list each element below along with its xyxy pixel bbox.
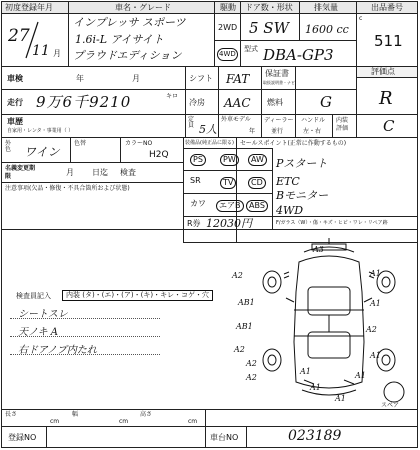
equip-line-e [272, 148, 273, 216]
mark-front-left: A2 [232, 271, 243, 280]
equipment-grid [184, 148, 272, 214]
height-unit: cm [188, 418, 198, 425]
ac-label: 冷房 [189, 98, 205, 107]
handle-label: ハンドル [301, 117, 326, 124]
import-year-unit: 年 [249, 128, 256, 135]
length-label: 長さ [5, 411, 18, 418]
mark-right-4: A1 [355, 371, 366, 380]
equipment-aw: AW [248, 154, 267, 166]
mileage-value: 9万6千9210 [36, 93, 132, 111]
displacement-unit: c [359, 15, 363, 22]
inspector-interior-marks: 内装 (タ)・(エ)・(ア)・(キ)・キレ・コゲ・穴 [62, 290, 213, 301]
score-label: 評価点 [371, 67, 395, 76]
equipment-cd: CD [248, 177, 266, 189]
mark-left-5: A2 [246, 359, 257, 368]
handle-cell [295, 114, 333, 138]
awd-badge: 4WD [217, 48, 238, 61]
damage-legend: F/ガラス（W）・傷・キズ・ヒビ・ワレ・リペア跡 [276, 220, 388, 226]
equipment-label: 装備品(純正品に限る) [185, 140, 234, 146]
mileage-cell [1, 89, 186, 115]
model-label: 型式 [244, 45, 258, 53]
mark-rear-3: A1 [335, 394, 346, 403]
doors-label: ドア数・形状 [245, 3, 293, 12]
first-reg-cell [1, 13, 69, 67]
width-unit: cm [119, 418, 129, 425]
shaken-year-unit: 年 [76, 74, 84, 83]
fuel-label-cell [261, 89, 296, 115]
chassis-label: 車台NO [210, 433, 239, 442]
mark-right-3: A1 [370, 351, 381, 360]
warranty-label: 保証書 [265, 69, 289, 78]
r-ticket-value: 12030円 [206, 217, 252, 230]
r-ticket-cell [183, 216, 273, 230]
sellpoint-1: Pスタート [276, 157, 328, 170]
inspector-line3: 右ドアノブ内たれ [18, 345, 97, 356]
inspector-label: 検査員記入 [16, 292, 51, 300]
grade-line1-value: 1.6i-L アイサイト [75, 33, 164, 46]
width-label: 幅 [72, 411, 79, 418]
mark-left-4: A2 [246, 373, 257, 382]
equipment-airbag: エアB [216, 200, 244, 212]
ac-label-cell [185, 89, 219, 115]
reg-divider [46, 426, 47, 448]
spare-label: スペア [381, 402, 400, 409]
first-reg-slash [2, 14, 70, 68]
mark-front-right: A1 [370, 269, 381, 278]
km-label: キロ [166, 93, 179, 100]
first-reg-unit: 月 [53, 49, 61, 58]
shaken-label: 車検 [7, 74, 23, 83]
fuel-value-cell [295, 89, 357, 115]
handle-sub: 左・右 [303, 128, 322, 135]
dealer-label: ディーラー [264, 117, 294, 124]
mark-front: A3 [313, 245, 324, 254]
inspection-label: 検査 [120, 168, 136, 177]
score-value: R [379, 88, 393, 109]
reg-no-label: 登録NO [8, 433, 37, 442]
mark-right-2: A2 [366, 325, 377, 334]
car-grade-cell [68, 13, 215, 67]
displacement-label: 排気量 [314, 3, 338, 12]
color-code-value: H2Q [149, 150, 169, 160]
awd-cell [214, 40, 241, 67]
notes-line-3 [10, 354, 160, 356]
length-unit: cm [50, 418, 60, 425]
capacity-value: 5人 [199, 123, 217, 136]
warranty-sub: 取扱説明書・ナビ [263, 80, 295, 85]
ac-value: AAC [224, 96, 251, 110]
mileage-label: 走行 [7, 98, 23, 107]
name-change-cell [1, 162, 184, 183]
shift-value: FAT [226, 72, 250, 86]
shift-label-cell [185, 66, 219, 90]
r-ticket-label: R券 [187, 219, 201, 228]
ac-value-cell [218, 89, 262, 115]
mark-rear-2: A1 [310, 383, 321, 392]
equip-line-b [183, 170, 273, 171]
inspector-line1: シートスレ [18, 309, 68, 320]
chassis-cell [205, 426, 418, 448]
color-code-label: カラーNO [125, 140, 153, 147]
chassis-value: 023189 [288, 428, 342, 444]
history-cell [1, 114, 186, 138]
fuel-label: 燃料 [267, 98, 283, 107]
color-change-label: 色替 [74, 140, 87, 147]
reg-no-cell [1, 426, 206, 448]
displacement-cell [299, 13, 357, 41]
lot-cell [356, 13, 418, 67]
interior-label-cell [332, 114, 357, 138]
sellpoint-3: Bモニター [276, 189, 329, 202]
score-value-cell [356, 77, 418, 115]
first-reg-year: 27 [8, 26, 30, 46]
drive-label: 駆動 [220, 3, 236, 12]
dealer-sub: 並行 [271, 128, 284, 135]
equip-line-c [183, 193, 273, 194]
name-change-month: 月 [66, 168, 74, 177]
mark-left-2: AB1 [236, 322, 253, 331]
equip-line-a [183, 148, 273, 149]
doors-value: 5 SW [249, 19, 290, 37]
model-code-value: DBA-GP3 [263, 46, 334, 64]
dimensions-cell [1, 409, 206, 427]
model-cell [240, 40, 357, 67]
first-reg-month: 11 [32, 43, 50, 59]
color-ext-label: 外色 [5, 140, 12, 153]
history-label: 車歴 [7, 117, 23, 126]
equipment-pw: PW [220, 154, 239, 166]
mark-left-3: A2 [234, 345, 245, 354]
color-ext-value: ワイン [24, 145, 60, 159]
mark-rear-1: A1 [300, 367, 311, 376]
height-label: 高さ [140, 411, 153, 418]
notes-line-2 [10, 336, 160, 338]
lot-label: 出品番号 [371, 3, 403, 12]
notes-cell [1, 182, 184, 230]
name-change-day: 日迄 [92, 168, 108, 177]
damage-legend-cell [272, 216, 418, 230]
chassis-divider [246, 426, 247, 448]
interior-value-cell [356, 114, 418, 138]
equipment-kawa: カワ [190, 199, 206, 208]
sellpoint-label: セールスポイント(正常に作動するもの) [240, 140, 347, 147]
warranty-value-cell [295, 66, 357, 90]
interior-label: 内装評価 [336, 117, 349, 132]
fuel-value: G [320, 93, 332, 111]
interior-value: C [383, 117, 395, 135]
notes-line-1 [10, 318, 160, 320]
equipment-tv: TV [220, 177, 236, 189]
doors-cell [240, 13, 300, 41]
car-name-value: インプレッサ スポーツ [73, 16, 186, 29]
drive-cell [214, 13, 241, 41]
shift-value-cell [218, 66, 262, 90]
car-grade-label: 車名・グレード [115, 3, 171, 12]
notes-label: 注意事項(欠品・修復・不具合箇所および状態) [5, 185, 130, 192]
car-damage-diagram [244, 232, 414, 410]
color-divider-2 [120, 137, 121, 163]
history-sub: 自家用・レンタ・事業用（ ） [7, 128, 74, 134]
shaken-month-unit: 月 [132, 74, 140, 83]
sellpoint-4: 4WD [276, 204, 304, 217]
name-change-label: 名義変更期限 [5, 165, 36, 180]
inspector-line2: 天ノキ A [18, 327, 59, 338]
sellpoint-2: ETC [276, 175, 300, 188]
lot-number-value: 511 [374, 32, 403, 50]
import-cell [218, 114, 262, 138]
capacity-cell [185, 114, 219, 138]
color-divider-1 [70, 137, 71, 163]
first-reg-label: 初度登録年月 [5, 3, 53, 12]
shaken-cell [1, 66, 186, 90]
warranty-cell [261, 66, 296, 90]
mark-right-1: A1 [370, 299, 381, 308]
equipment-ps: PS [190, 154, 206, 166]
displacement-value: 1600 cc [305, 23, 349, 36]
equipment-abs: ABS [246, 200, 268, 212]
mark-left-1: AB1 [238, 298, 255, 307]
capacity-label: 定員 [188, 116, 195, 129]
equipment-sr: SR [190, 176, 201, 185]
dealer-cell [261, 114, 296, 138]
import-label: 外車モデル [221, 116, 251, 123]
grade-line2-value: プラウドエディション [73, 49, 182, 62]
color-cell [1, 137, 184, 163]
drive-value: 2WD [218, 23, 238, 32]
shift-label: シフト [189, 74, 213, 83]
